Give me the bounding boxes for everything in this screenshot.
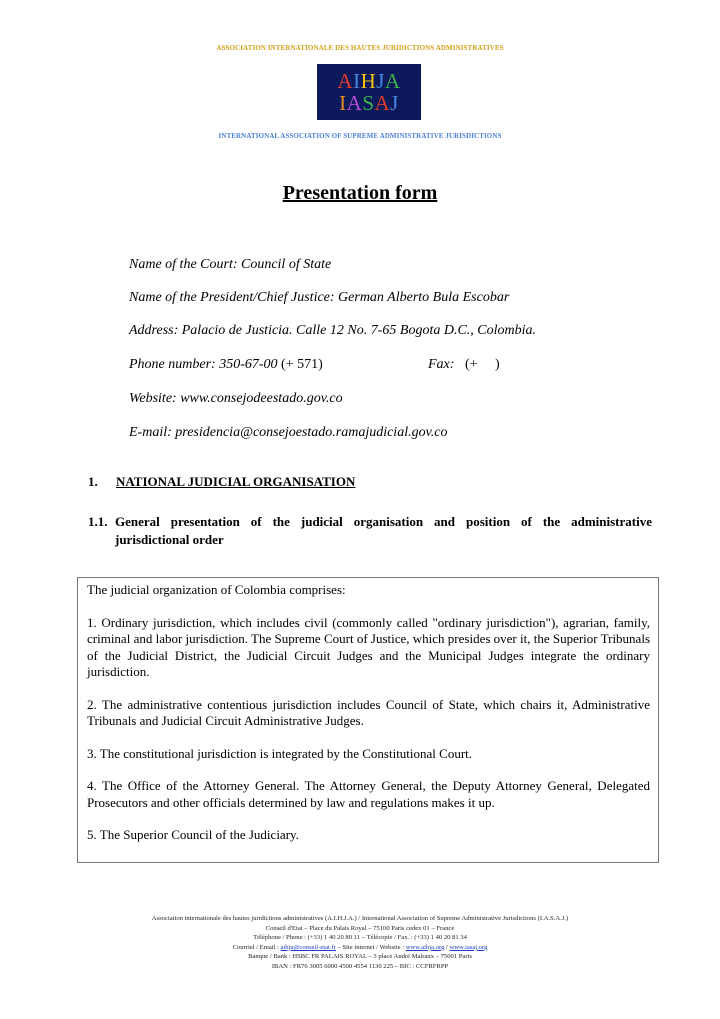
court-name-field: Name of the Court: Council of State bbox=[129, 257, 332, 272]
fax-field bbox=[428, 357, 500, 373]
page-title: Presentation form bbox=[282, 182, 438, 204]
footer-line: Association internationale des hautes juridictions administratives (A.I.H.J.A.) / International Association of Supreme Administrative Jurisdictions (I.A.S.A.J.) bbox=[151, 915, 569, 922]
logo-letter: A bbox=[374, 91, 391, 115]
footer-line: IBAN : FR76 3005 6000 4500 4554 1130 225 – BIC : CCFRFRPP bbox=[271, 962, 449, 970]
footer-line: Conseil d'Etat – Place du Palais Royal – 75100 Paris cedex 01 – France bbox=[265, 924, 455, 932]
aihja-iasaj-logo bbox=[317, 64, 421, 120]
website-field: Website: www.consejodeestado.gov.co bbox=[129, 391, 343, 406]
phone-number: Phone number: 350-67-00 bbox=[129, 357, 278, 372]
section-heading-1-1 bbox=[88, 513, 652, 549]
logo-line-iasaj bbox=[339, 92, 399, 114]
section-title: General presentation of the judicial organisation and position of the administrative jurisdictional order bbox=[115, 514, 652, 547]
section-number: 1. bbox=[88, 474, 98, 489]
logo-line-aihja bbox=[337, 70, 400, 92]
footer-text: – Site internet / Website : bbox=[335, 943, 406, 951]
logo-letter: A bbox=[337, 69, 354, 93]
box-intro: The judicial organization of Colombia comprises: bbox=[87, 582, 346, 597]
phone-field bbox=[129, 357, 323, 373]
association-name-french: ASSOCIATION INTERNATIONALE DES HAUTES JURIDICTIONS ADMINISTRATIVES bbox=[216, 44, 504, 52]
list-item: 2. The administrative contentious jurisdiction includes Council of State, which chairs it, Administrative Tribunals and Judicial Circuit Administrative Judges. bbox=[87, 696, 650, 728]
section-number: 1.1. bbox=[88, 514, 108, 529]
list-item: 1. Ordinary jurisdiction, which includes civil (commonly called "ordinary jurisdiction"), agrarian, family, criminal and labor jurisdiction. The Supreme Court of Justice, which presides over it, the Superior Tribunals of the Judicial District, the Judicial Circuit Judges and the Municipal Judges integrate the ordinary jurisdiction. bbox=[87, 614, 650, 679]
logo-letter: A bbox=[346, 91, 363, 115]
judicial-organization-box bbox=[77, 577, 659, 863]
logo-letter: S bbox=[362, 91, 375, 115]
footer bbox=[0, 914, 720, 972]
logo-letter: J bbox=[376, 69, 385, 93]
logo-letter: A bbox=[384, 69, 401, 93]
logo-letter: I bbox=[339, 91, 347, 115]
address-field: Address: Palacio de Justicia. Calle 12 No. 7-65 Bogota D.C., Colombia. bbox=[129, 323, 537, 338]
section-title: NATIONAL JUDICIAL ORGANISATION bbox=[116, 474, 356, 489]
list-item: 3. The constitutional jurisdiction is integrated by the Constitutional Court. bbox=[87, 745, 473, 761]
president-name-field: Name of the President/Chief Justice: German Alberto Bula Escobar bbox=[129, 290, 510, 305]
phone-prefix: (+ 571) bbox=[277, 357, 323, 372]
footer-text: Courriel / Email : bbox=[232, 943, 281, 951]
footer-website-link-iasaj[interactable]: www.iasaj.org bbox=[449, 943, 488, 951]
list-item: 5. The Superior Council of the Judiciary. bbox=[87, 827, 299, 842]
fax-label: Fax: bbox=[428, 357, 455, 372]
email-field: E-mail: presidencia@consejoestado.ramajudicial.gov.co bbox=[129, 425, 448, 440]
footer-line: Téléphone / Phone : (+33) 1 40 20 80 11 – Télécopie / Fax. : (+33) 1 40 20 81 34 bbox=[253, 934, 467, 942]
association-name-english: INTERNATIONAL ASSOCIATION OF SUPREME ADMINISTRATIVE JURISDICTIONS bbox=[218, 132, 502, 140]
list-item: 4. The Office of the Attorney General. The Attorney General, the Deputy Attorney General, Delegated Prosecutors and other officials determined by law and regulations makes it up. bbox=[87, 778, 650, 810]
section-heading-1 bbox=[88, 474, 355, 490]
footer-website-link-aihja[interactable]: www.aihja.org bbox=[405, 943, 445, 951]
footer-text: / bbox=[444, 943, 450, 951]
logo-letter: H bbox=[360, 69, 377, 93]
logo-letter: I bbox=[353, 69, 361, 93]
fax-value: (+ ) bbox=[464, 357, 500, 372]
footer-email-link[interactable]: aihja@conseil-etat.fr bbox=[280, 943, 336, 951]
logo-letter: J bbox=[390, 91, 399, 115]
footer-line: Banque / Bank : HSBC FR PALAIS ROYAL – 3 place André Malraux – 75001 Paris bbox=[248, 953, 472, 961]
footer-contact-line bbox=[0, 943, 720, 953]
